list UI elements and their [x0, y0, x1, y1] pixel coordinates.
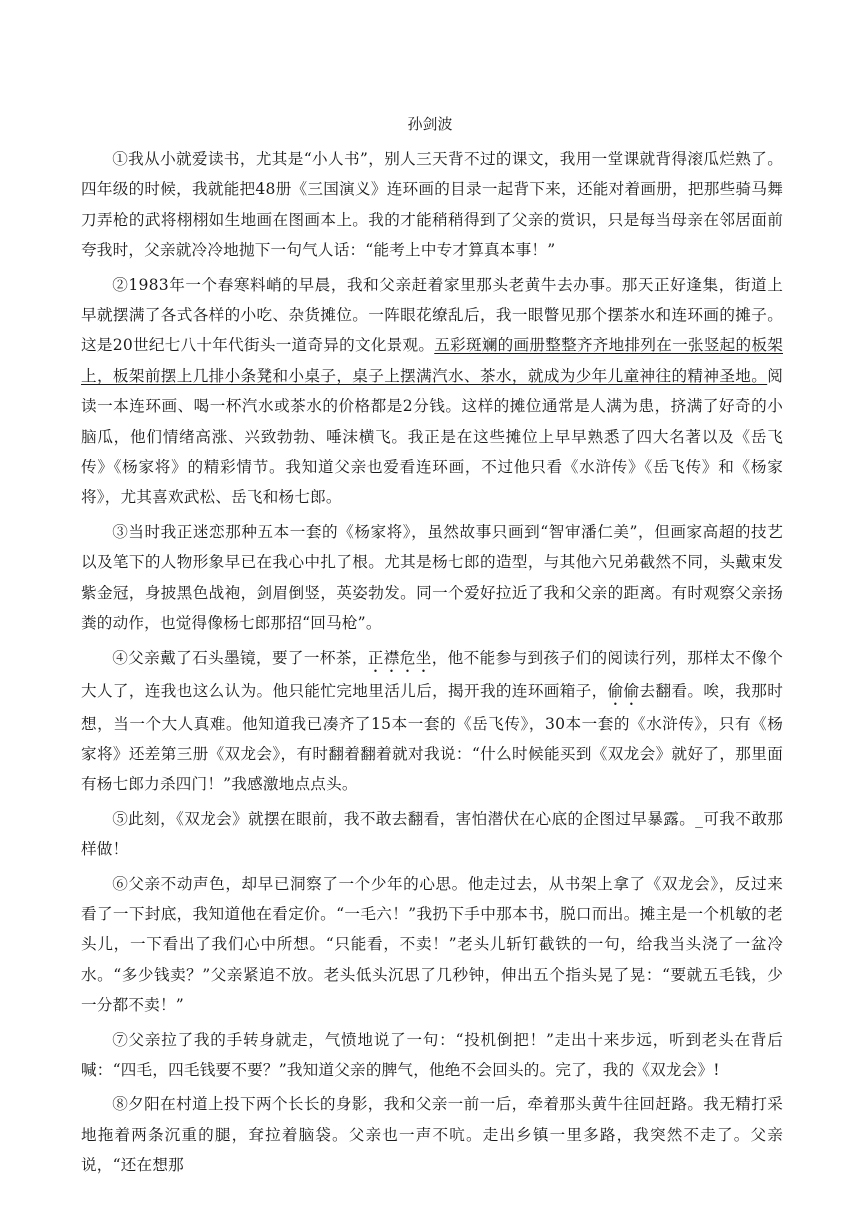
paragraph-3: ③当时我正迷恋那种五本一套的《杨家将》，虽然故事只画到“智审潘仁美”，但画家高超的技艺以及笔下的人物形象早已在我心中扎了根。尤其是杨七郎的造型，与其他六兄弟截然不同，头戴束发紫金冠，身披黑色战袍，剑眉倒竖，英姿勃发。同一个爱好拉近了我和父亲的距离。有时观察父亲扬粪的动作，也觉得像杨七郎那招“回马枪”。: [81, 522, 783, 633]
paragraph-4-part-a: ④父亲戴了石头墨镜，要了一杯茶，: [112, 648, 368, 667]
paragraph-2-part-b: 阅读一本连环画、喝一杯汽水或茶水的价格都是2分钱。这样的摊位通常是人满为患，挤满了好奇的小脑瓜，他们情绪高涨、兴致勃勃、唾沫横飞。我正是在这些摊位上早早熟悉了四大名著以及《岳飞传》《杨家将》的精彩情节。我知道父亲也爱看连环画，不过他只看《水浒传》《岳飞传》和《杨家将》，尤其喜欢武松、岳飞和杨七郎。: [81, 366, 783, 507]
underlined-sentence: 五彩斑斓的画册整整齐齐地排列在一张竖起的板架上，板架前摆上几排小条凳和小桌子，桌子上摆满汽水、茶水，就成为少年儿童神往的精神圣地。: [81, 336, 783, 385]
paragraph-7: ⑦父亲拉了我的手转身就走，气愤地说了一句：“投机倒把！”走出十来步远，听到老头在背后喊：“四毛，四毛钱要不要？”我知道父亲的脾气，他绝不会回头的。完了，我的《双龙会》!: [81, 1030, 783, 1079]
paragraph-4-part-c: 去翻看。唉，我那时想，当一个大人真难。他知道我已凑齐了15本一套的《岳飞传》，30本一套的《水浒传》，只有《杨家将》还差第三册《双龙会》，有时翻着翻着就对我说：“什么时候能买到《双龙会》就好了，那里面有杨七郎力杀四门！”我感激地点点头。: [81, 681, 783, 794]
article-body: [81, 144, 783, 1185]
paragraph-2-part-a: ②1983年一个春寒料峭的早晨，我和父亲赶着家里那头老黄牛去办事。那天正好逢集，街道上早就摆满了各式各样的小吃、杂货摊位。一阵眼花缭乱后，我一眼瞥见那个摆茶水和连环画的摊子。这是20世纪七八十年代街头一道奇异的文化景观。: [81, 275, 783, 355]
author-name: 孙剑波: [407, 115, 453, 133]
paragraph-1: ①我从小就爱读书，尤其是“小人书”，别人三天背不过的课文，我用一堂课就背得滚瓜烂熟了。四年级的时候，我就能把48册《三国演义》连环画的目录一起背下来，还能对着画册，把那些骑马舞刀弄枪的武将栩栩如生地画在图画本上。我的才能稍稍得到了父亲的赏识，只是每当母亲在邻居面前夸我时，父亲就冷冷地抛下一句气人话：“能考上中专才算真本事！”: [81, 150, 783, 260]
emphasized-phrase-2: 偷偷: [607, 681, 640, 700]
emphasized-phrase-1: 正襟危坐: [367, 648, 432, 667]
paragraph-4-part-b: ，他不能参与到孩子们的阅读行列，那样太不像个大人了，连我也这么认为。他只能忙完地里活儿后，揭开我的连环画箱子，: [81, 648, 783, 700]
paragraph-2: [81, 270, 783, 513]
paragraph-8: ⑧夕阳在村道上投下两个长长的身影，我和父亲一前一后，牵着那头黄牛往回赶路。我无精打采地拖着两条沉重的腿，耷拉着脑袋。父亲也一声不吭。走出乡镇一里多路，我突然不走了。父亲说，“还在想那: [81, 1095, 783, 1175]
paragraph-5: ⑤此刻，《双龙会》就摆在眼前，我不敢去翻看，害怕潜伏在心底的企图过早暴露。_可我不敢那样做！: [81, 809, 783, 859]
paragraph-6: ⑥父亲不动声色，却早已洞察了一个少年的心思。他走过去，从书架上拿了《双龙会》，反过来看了一下封底，我知道他在看定价。“一毛六！”我扔下手中那本书，脱口而出。摊主是一个机敏的老头儿，一下看出了我们心中所想。“只能看，不卖！”老头儿斩钉截铁的一句，给我当头浇了一盆冷水。“多少钱卖？”父亲紧追不放。老头低头沉思了几秒钟，伸出五个指头晃了晃：“要就五毛钱，少一分都不卖！”: [81, 874, 783, 1015]
paragraph-4: [81, 643, 783, 800]
